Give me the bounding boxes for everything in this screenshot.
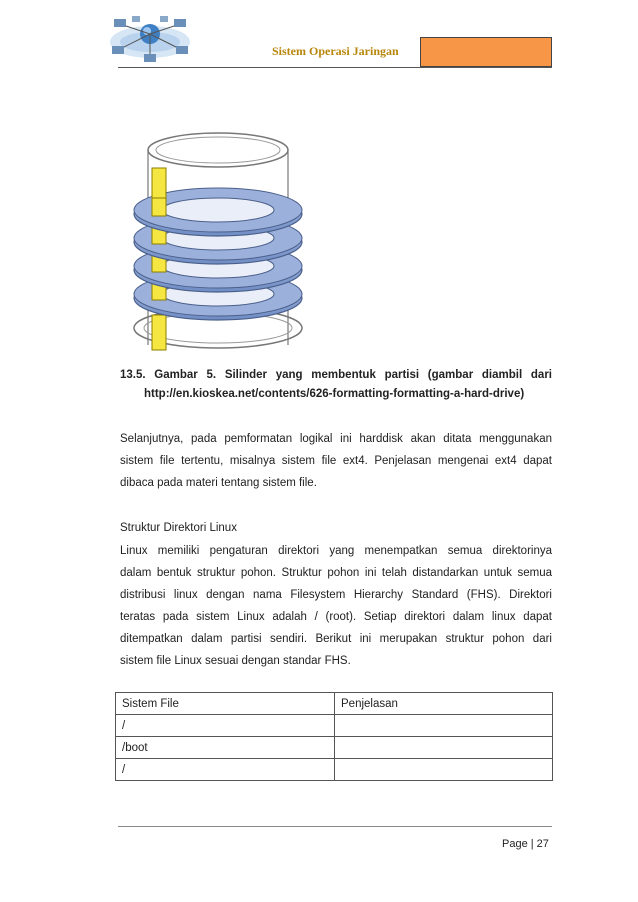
- table-header-row: [116, 693, 553, 715]
- figure-caption: [120, 366, 552, 404]
- paragraph-line: sistem file tertentu, misalnya sistem file ext4. Penjelasan mengenai ext4 dapat: [120, 455, 552, 467]
- fhs-table: [115, 692, 553, 781]
- table-row: [116, 737, 553, 759]
- table-cell: /: [116, 715, 335, 737]
- paragraph-line: Selanjutnya, pada pemformatan logikal ini harddisk akan ditata menggunakan: [120, 433, 552, 445]
- paragraph-formatting: [120, 428, 552, 494]
- section-heading: Struktur Direktori Linux: [120, 522, 237, 534]
- network-globe-icon: [108, 14, 192, 64]
- caption-line-1: 13.5. Gambar 5. Silinder yang membentuk partisi (gambar diambil dari: [120, 369, 552, 381]
- footer-divider: [118, 826, 552, 827]
- caption-line-2: http://en.kioskea.net/contents/626-formatting-formatting-a-hard-drive): [144, 388, 525, 400]
- table-row: [116, 759, 553, 781]
- hard-drive-platters-cylinder-icon: [118, 120, 318, 355]
- paragraph-directory-structure: [120, 540, 552, 672]
- table-cell: /boot: [116, 737, 335, 759]
- table-row: [116, 715, 553, 737]
- paragraph-line: distribusi linux dengan nama Filesystem Hierarchy Standard (FHS). Direktori: [120, 589, 552, 601]
- header-accent-box: [420, 37, 552, 67]
- page-number: Page | 27: [502, 838, 549, 850]
- paragraph-line: sistem file Linux sesuai dengan standar FHS.: [120, 655, 351, 667]
- paragraph-line: ditempatkan dalam partisi sendiri. Berikut ini merupakan struktur pohon dari: [120, 633, 552, 645]
- table-cell: [335, 737, 553, 759]
- table-cell: [335, 715, 553, 737]
- table-cell: [335, 759, 553, 781]
- header-title: Sistem Operasi Jaringan: [272, 44, 399, 58]
- paragraph-line: Linux memiliki pengaturan direktori yang menempatkan semua direktorinya: [120, 545, 552, 557]
- header-divider: [118, 67, 552, 68]
- table-header-cell: Penjelasan: [335, 693, 553, 715]
- paragraph-line: dibaca pada materi tentang sistem file.: [120, 477, 317, 489]
- table-header-cell: Sistem File: [116, 693, 335, 715]
- paragraph-line: teratas pada sistem Linux adalah / (root). Setiap direktori dalam linux dapat: [120, 611, 552, 623]
- paragraph-line: dalam bentuk struktur pohon. Struktur pohon ini telah distandarkan untuk semua: [120, 567, 552, 579]
- table-cell: /: [116, 759, 335, 781]
